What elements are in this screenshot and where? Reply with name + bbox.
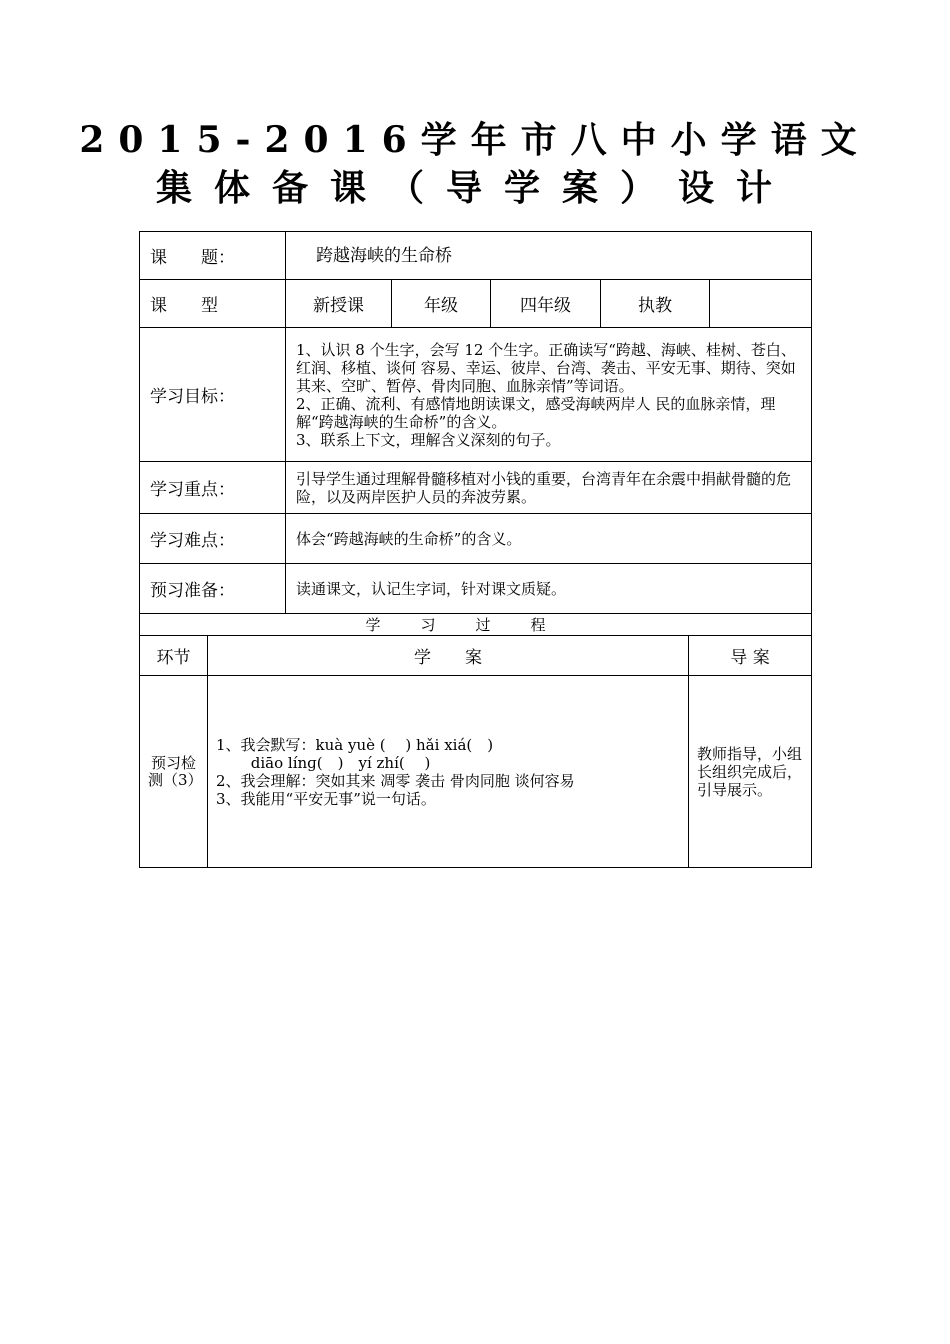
plan-line-1: 1、我会默写：kuà yuè ( ) hǎi xiá( ): [216, 735, 494, 754]
topic-value: 跨越海峡的生命桥: [286, 232, 812, 280]
plan-line-4: 3、我能用“平安无事”说一句话。: [216, 789, 436, 808]
objective-1: 1、认识 8 个生字，会写 12 个生字。正确读写“跨越、海峡、桂树、苍白、红润、移植、谈何 容易、幸运、彼岸、台湾、袭击、平安无事、期待、突如其来、空旷、暂停、骨肉同胞、血脉亲情”等词语。: [296, 340, 796, 395]
guide-cell: 教师指导，小组长组织完成后，引导展示。: [689, 676, 812, 868]
type-label: 课 型: [140, 280, 286, 328]
plan-line-2: diāo línɡ( ) yí zhí( ): [216, 753, 431, 772]
teacher-value: [710, 280, 812, 328]
objectives-cell: [286, 328, 812, 462]
stage-cell: 预习检测（3）: [140, 676, 208, 868]
process-header: 学习过程: [140, 614, 812, 636]
prep-value: 读通课文，认记生字词，针对课文质疑。: [286, 564, 812, 614]
focus-value: 引导学生通过理解骨髓移植对小钱的重要，台湾青年在余震中捐献骨髓的危险，以及两岸医护人员的奔波劳累。: [286, 462, 812, 514]
process-table: [139, 613, 812, 868]
focus-label: 学习重点：: [140, 462, 286, 514]
teacher-label: 执教: [601, 280, 710, 328]
difficulty-label: 学习难点：: [140, 514, 286, 564]
guide-column-header: 导 案: [689, 636, 812, 676]
lesson-info-table: [139, 231, 812, 614]
objective-3: 3、联系上下文，理解含义深刻的句子。: [296, 430, 561, 449]
stage-column-header: 环节: [140, 636, 208, 676]
plan-column-header: 学 案: [208, 636, 689, 676]
difficulty-value: 体会“跨越海峡的生命桥”的含义。: [286, 514, 812, 564]
objectives-label: 学习目标：: [140, 328, 286, 462]
grade-label: 年级: [392, 280, 491, 328]
grade-value: 四年级: [491, 280, 601, 328]
doc-title-line1: 2015-2016学年市八中小学语文: [79, 119, 871, 161]
prep-label: 预习准备：: [140, 564, 286, 614]
objective-2: 2、正确、流利、有感情地朗读课文，感受海峡两岸人 民的血脉亲情，理解“跨越海峡的生命桥”的含义。: [296, 394, 776, 431]
topic-label: 课 题：: [140, 232, 286, 280]
type-value: 新授课: [286, 280, 392, 328]
doc-title-line2: 集体备课（导学案）设计: [155, 167, 794, 209]
plan-line-3: 2、我会理解：突如其来 凋零 袭击 骨肉同胞 谈何容易: [216, 771, 575, 790]
plan-cell: [208, 676, 689, 868]
